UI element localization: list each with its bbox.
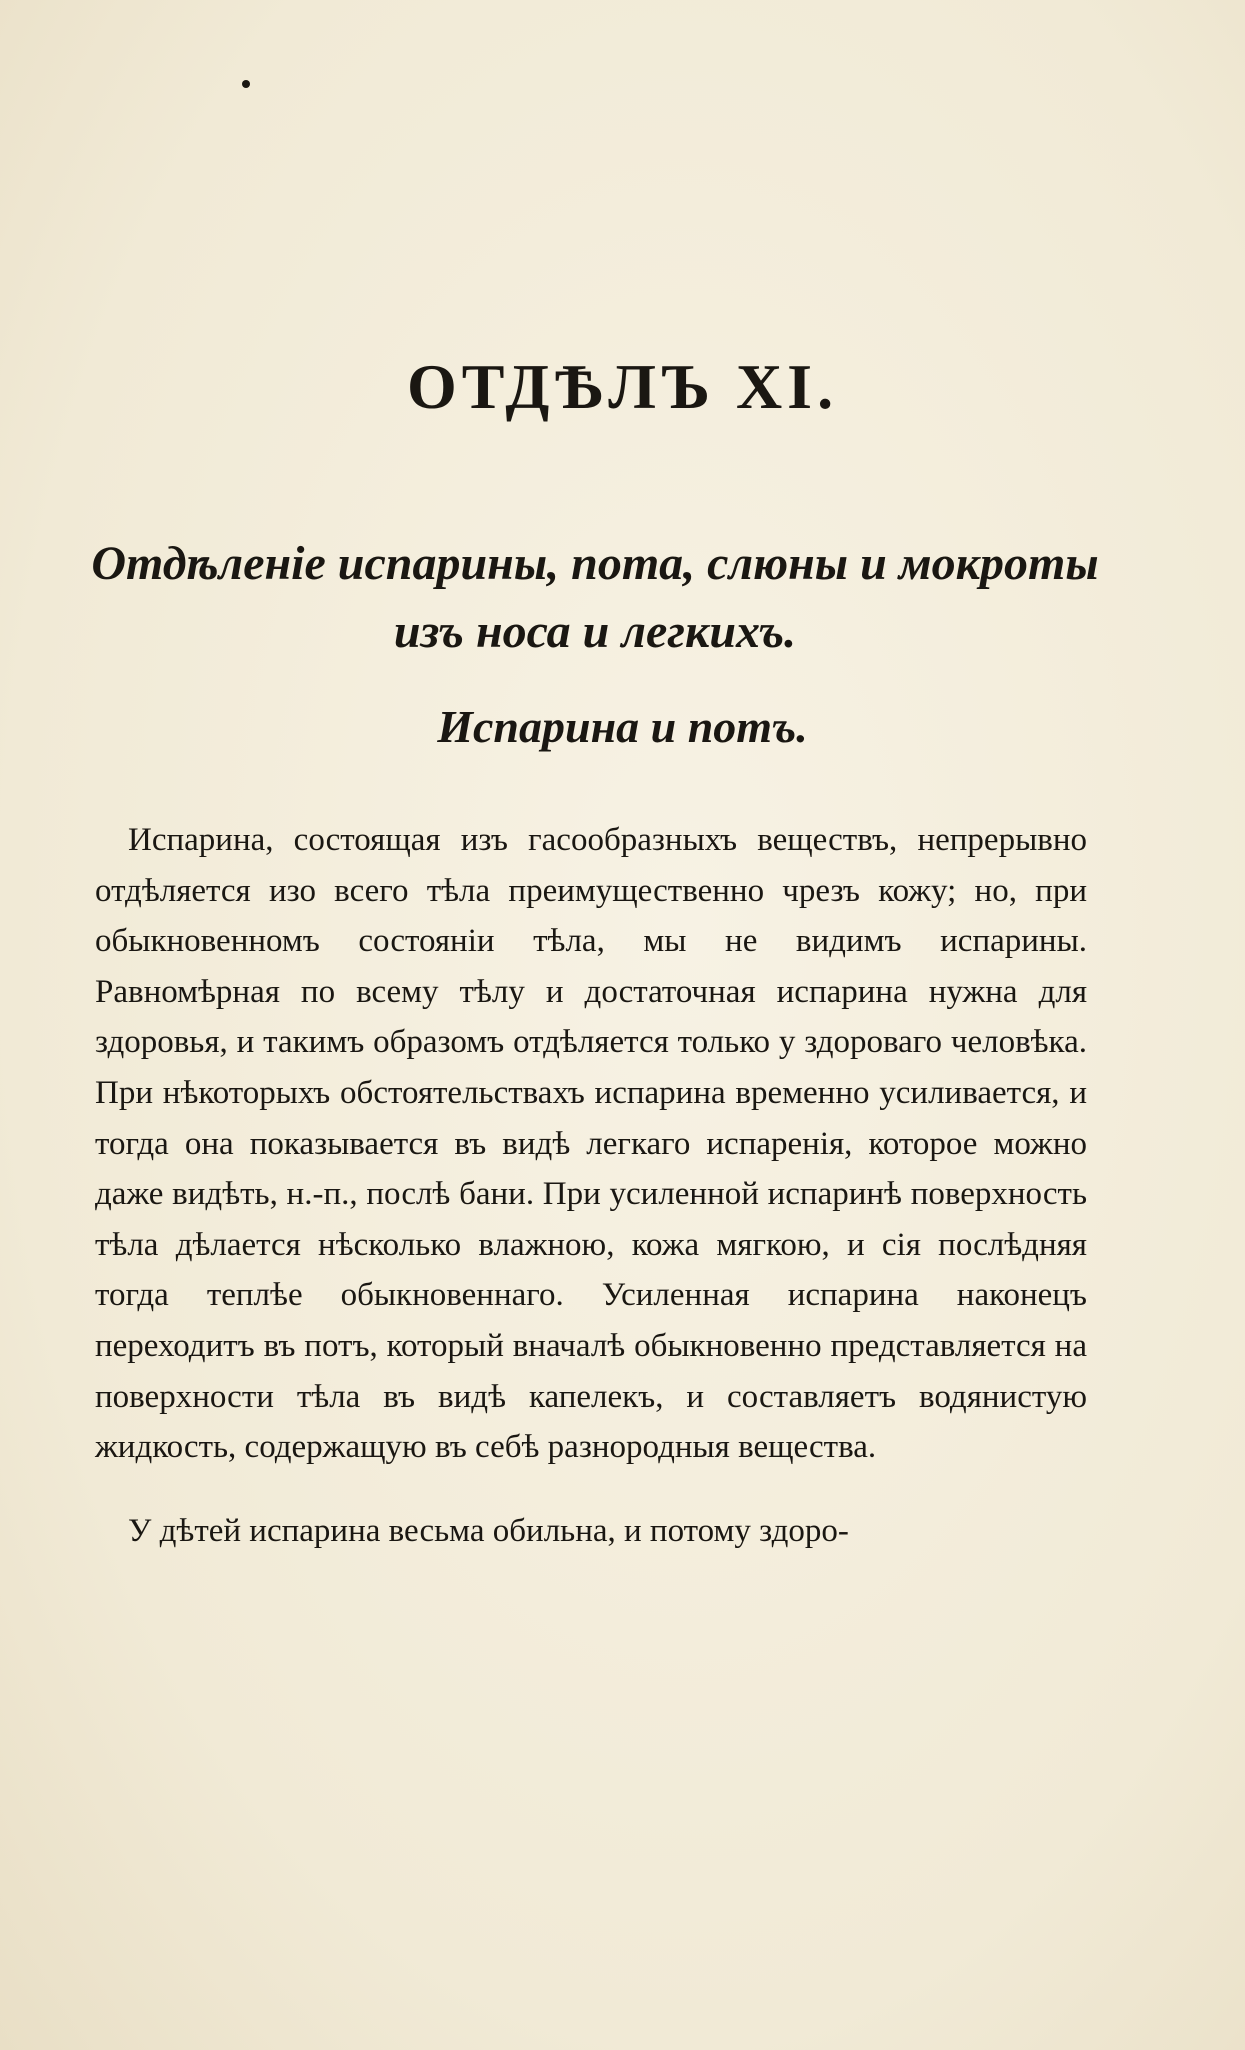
chapter-subheading: Отдѣленіе испарины, пота, слюны и мокроты изъ носа и легкихъ.	[91, 537, 1099, 658]
ink-speck	[242, 80, 250, 88]
section-title: Испарина и потъ.	[437, 701, 808, 752]
paragraph: Испарина, состоящая изъ гасообразныхъ веществъ, непрерывно отдѣляется изо всего тѣла преимущественно чрезъ кожу; но, при обыкновенномъ состояніи тѣла, мы не видимъ испарины. Равномѣрная по всему тѣлу и достаточная испарина нужна для здоровья, и такимъ образомъ отдѣляется только у здороваго человѣка. При нѣкоторыхъ обстоятельствахъ испарина временно усиливается, и тогда она показывается въ видѣ легкаго испаренія, которое можно даже видѣть, н.-п., послѣ бани. При усиленной испаринѣ поверхность тѣла дѣлается нѣсколько влажною, кожа мягкою, и сія послѣдняя тогда теплѣе обыкновеннаго. Усиленная испарина наконецъ переходитъ въ потъ, который вначалѣ обыкновенно представляется на поверхности тѣла въ видѣ капелекъ, и составляетъ водянистую жидкость, содержащую въ себѣ разнородныя вещества.	[95, 822, 1087, 1466]
paragraph: У дѣтей испарина весьма обильна, и потому здоро-	[128, 1512, 849, 1549]
body-text	[95, 815, 1087, 1556]
chapter-heading: ОТДѢЛЪ XI.	[406, 351, 839, 422]
